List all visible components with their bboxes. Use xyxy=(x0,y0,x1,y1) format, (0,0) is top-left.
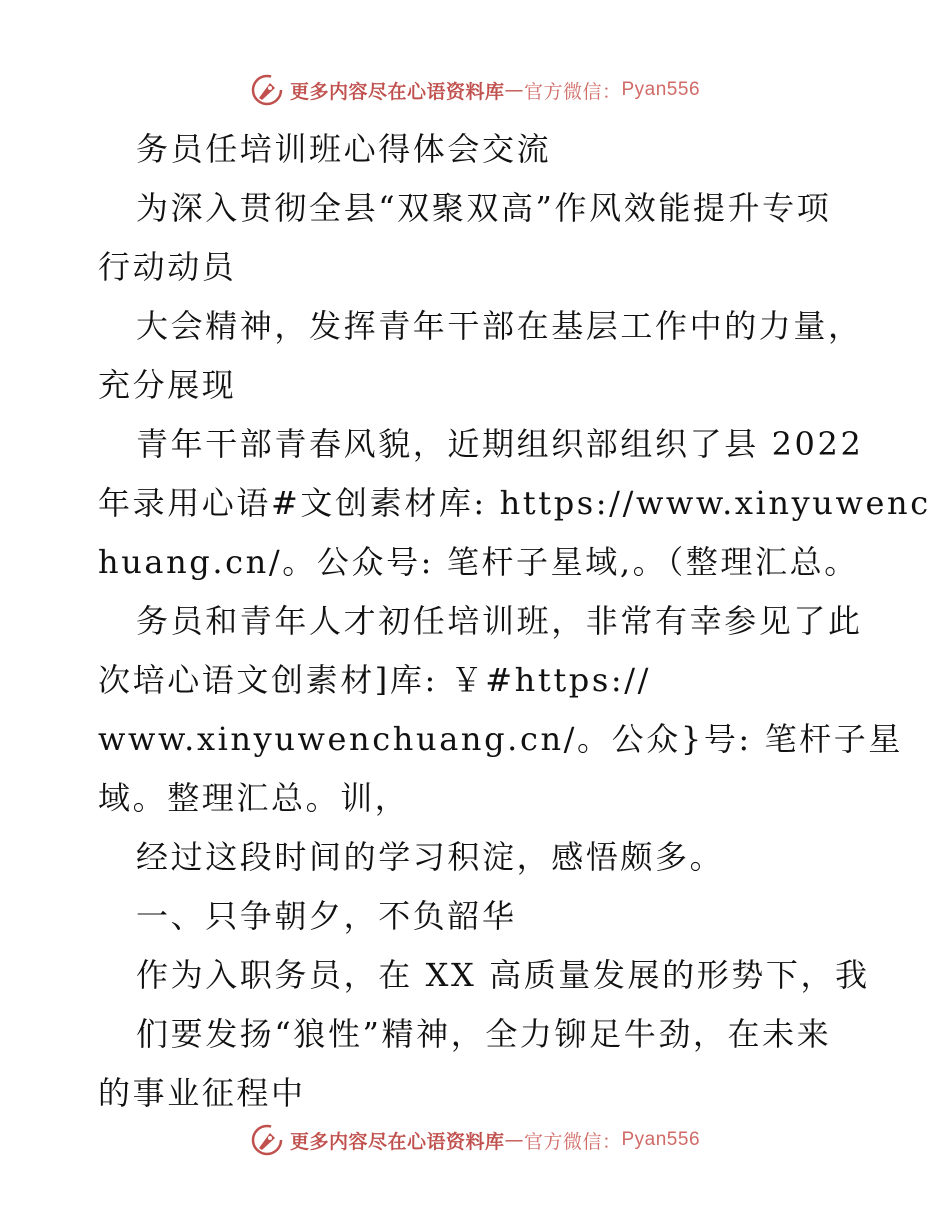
banner-official-text: 官方微信： xyxy=(523,1130,622,1153)
footer-banner xyxy=(0,1120,950,1160)
banner-wechat-id: Pyan556 xyxy=(621,79,701,100)
banner-main-text: 更多内容尽在心语资料库 xyxy=(289,80,505,103)
text-line: 作为入职务员，在 XX 高质量发展的形势下，我 xyxy=(136,956,870,994)
text-line: 域。整理汇总。训， xyxy=(98,779,410,817)
text-line: 为深入贯彻全县“双聚双高”作风效能提升专项 xyxy=(136,189,832,227)
text-line: 充分展现 xyxy=(98,366,237,404)
text-line: www.xinyuwenchuang.cn/。公众}号: 笔杆子星 xyxy=(98,720,903,758)
banner-separator: — xyxy=(504,1129,524,1151)
text-line: 一、只争朝夕，不负韶华 xyxy=(136,897,517,935)
banner-main-text: 更多内容尽在心语资料库 xyxy=(289,1130,505,1153)
text-line: 青年干部青春风貌，近期组织部组织了县 2022 xyxy=(136,425,864,463)
header-banner xyxy=(0,70,950,110)
text-line: 务员任培训班心得体会交流 xyxy=(136,130,552,168)
pen-nib-logo-icon xyxy=(250,73,284,107)
text-line: 次培心语文创素材]库: ￥#https:// xyxy=(98,661,652,699)
text-line: 的事业征程中 xyxy=(98,1074,306,1112)
text-line: 年录用心语#文创素材库: https://www.xinyuwenc xyxy=(98,484,931,522)
text-line: 务员和青年人才初任培训班，非常有幸参见了此 xyxy=(136,602,863,640)
text-line: huang.cn/。公众号: 笔杆子星域,。（整理汇总。 xyxy=(98,543,859,581)
pen-nib-logo-icon xyxy=(250,1123,284,1157)
banner-wechat-id: Pyan556 xyxy=(621,1129,701,1150)
text-line: 们要发扬“狼性”精神，全力铆足牛劲，在未来 xyxy=(136,1015,832,1053)
banner-separator: — xyxy=(504,79,524,101)
text-line: 经过这段时间的学习积淀，感悟颇多。 xyxy=(136,838,725,876)
document-body xyxy=(98,120,931,1123)
text-line: 行动动员 xyxy=(98,248,237,286)
banner-official-text: 官方微信： xyxy=(523,80,622,103)
text-line: 大会精神，发挥青年干部在基层工作中的力量， xyxy=(136,307,863,345)
